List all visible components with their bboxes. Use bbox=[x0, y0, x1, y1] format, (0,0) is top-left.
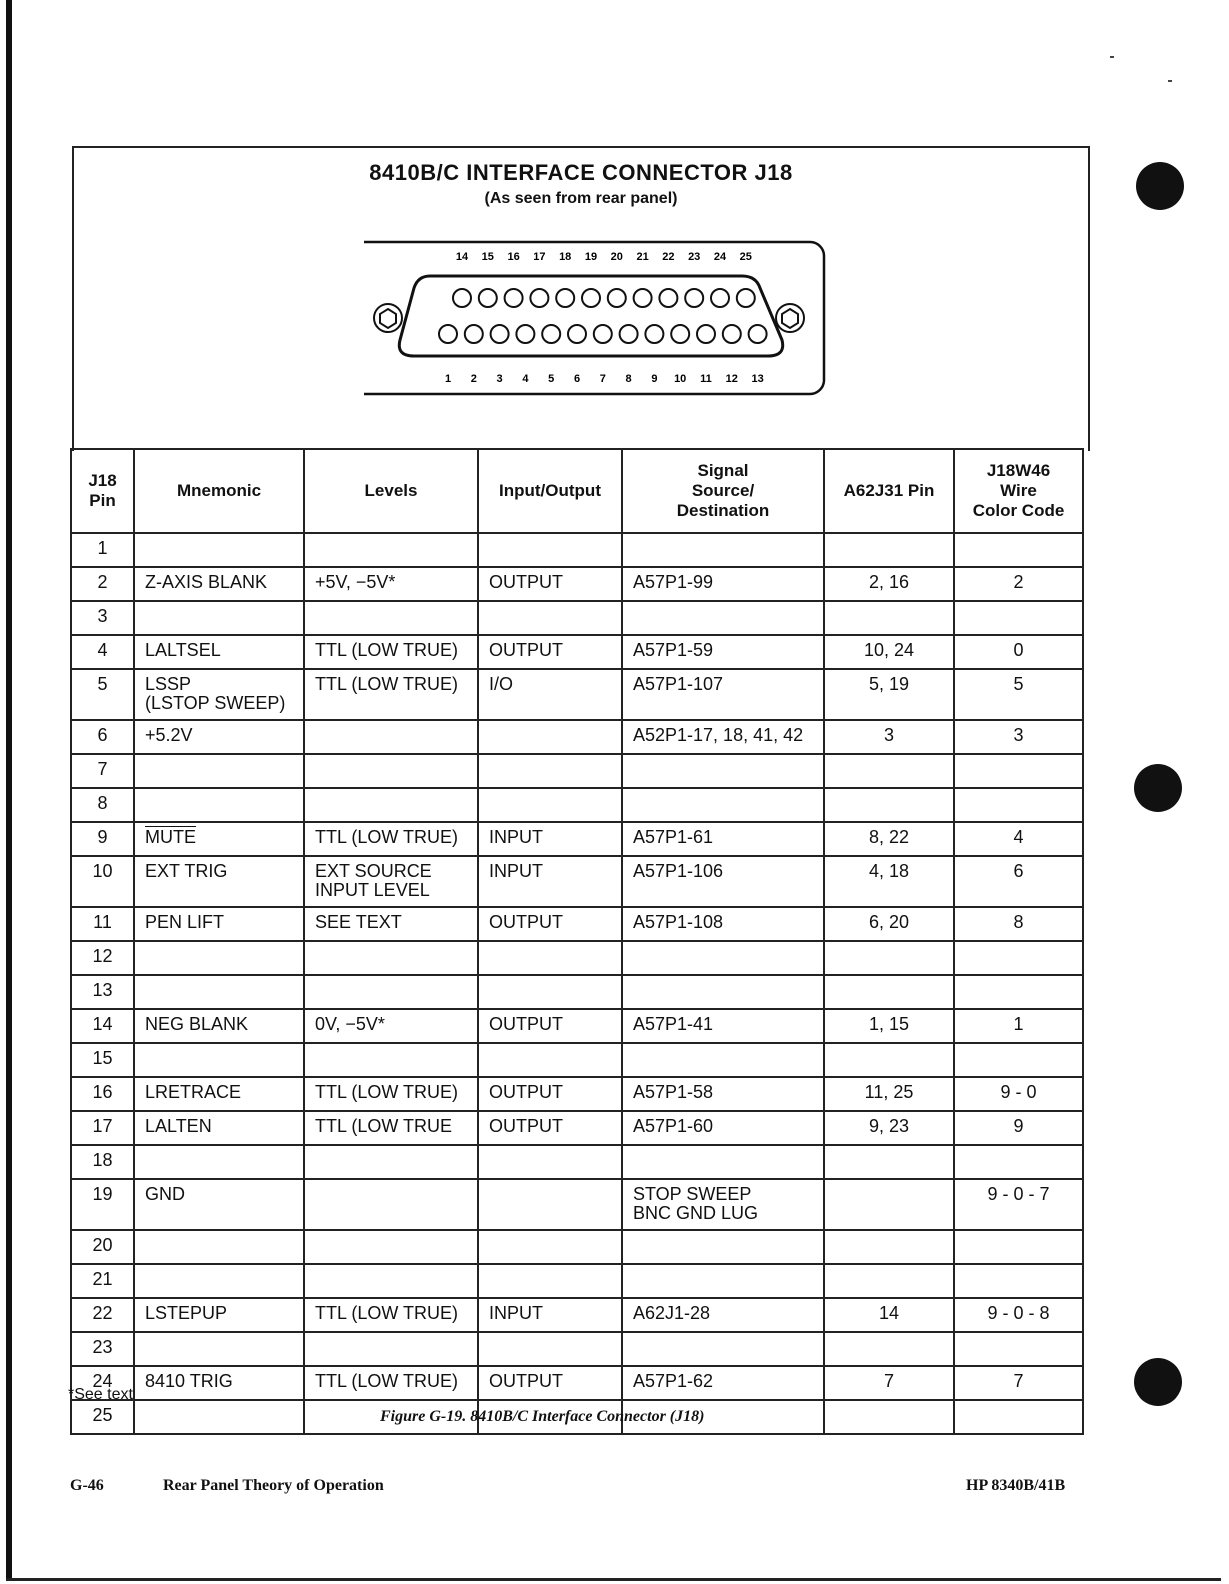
a62j31-pin-cell: 10, 24 bbox=[824, 635, 954, 669]
table-row bbox=[71, 1043, 1083, 1077]
signal-cell bbox=[622, 533, 824, 567]
a62j31-pin-cell: 5, 19 bbox=[824, 669, 954, 720]
levels-cell bbox=[304, 1264, 478, 1298]
a62j31-pin-cell: 4, 18 bbox=[824, 856, 954, 907]
pin-number-label: 14 bbox=[455, 251, 469, 263]
pin-socket bbox=[530, 289, 548, 307]
pin-socket bbox=[711, 289, 729, 307]
table-row bbox=[71, 907, 1083, 941]
mnemonic-cell: NEG BLANK bbox=[134, 1009, 304, 1043]
table-row bbox=[71, 754, 1083, 788]
a62j31-pin-cell bbox=[824, 788, 954, 822]
signal-cell bbox=[622, 1264, 824, 1298]
signal-cell bbox=[622, 754, 824, 788]
levels-cell bbox=[304, 1179, 478, 1230]
wire-color-cell: 9 - 0 - 8 bbox=[954, 1298, 1083, 1332]
signal-cell bbox=[622, 1043, 824, 1077]
mnemonic-cell bbox=[134, 754, 304, 788]
io-cell: OUTPUT bbox=[478, 1009, 622, 1043]
a62j31-pin-cell bbox=[824, 1043, 954, 1077]
a62j31-pin-cell: 7 bbox=[824, 1366, 954, 1400]
pin-socket bbox=[671, 325, 689, 343]
pin-number-label: 4 bbox=[522, 373, 529, 385]
levels-cell: TTL (LOW TRUE) bbox=[304, 635, 478, 669]
wire-color-cell bbox=[954, 1400, 1083, 1434]
a62j31-pin-cell bbox=[824, 754, 954, 788]
pin-number-label: 18 bbox=[559, 251, 572, 263]
binder-hole-bottom bbox=[1134, 1358, 1182, 1406]
signal-cell bbox=[622, 1230, 824, 1264]
signal-cell bbox=[622, 975, 824, 1009]
io-cell bbox=[478, 601, 622, 635]
pin-cell: 7 bbox=[71, 754, 134, 788]
io-cell: OUTPUT bbox=[478, 1366, 622, 1400]
header-wire-color-code: J18W46 Wire Color Code bbox=[954, 449, 1083, 533]
io-cell: OUTPUT bbox=[478, 907, 622, 941]
pin-number-label: 17 bbox=[533, 251, 546, 263]
levels-cell bbox=[304, 1332, 478, 1366]
pin-cell: 6 bbox=[71, 720, 134, 754]
table-row bbox=[71, 1145, 1083, 1179]
wire-color-cell bbox=[954, 1043, 1083, 1077]
footer-page-number: G-46 bbox=[70, 1477, 104, 1494]
mnemonic-cell: LALTSEL bbox=[134, 635, 304, 669]
a62j31-pin-cell bbox=[824, 601, 954, 635]
levels-cell: +5V, −5V* bbox=[304, 567, 478, 601]
io-cell: OUTPUT bbox=[478, 567, 622, 601]
table-row bbox=[71, 533, 1083, 567]
io-cell bbox=[478, 754, 622, 788]
levels-cell bbox=[304, 788, 478, 822]
scan-speck bbox=[1110, 56, 1114, 58]
header-levels: Levels bbox=[304, 449, 478, 533]
signal-cell: STOP SWEEP BNC GND LUG bbox=[622, 1179, 824, 1230]
wire-color-cell: 2 bbox=[954, 567, 1083, 601]
wire-color-cell bbox=[954, 533, 1083, 567]
a62j31-pin-cell: 1, 15 bbox=[824, 1009, 954, 1043]
pin-number-label: 22 bbox=[662, 251, 675, 263]
pin-number-label: 11 bbox=[700, 373, 712, 385]
wire-color-cell: 7 bbox=[954, 1366, 1083, 1400]
pin-cell: 21 bbox=[71, 1264, 134, 1298]
wire-color-cell bbox=[954, 1332, 1083, 1366]
binder-hole-middle bbox=[1134, 764, 1182, 812]
signal-cell: A57P1-41 bbox=[622, 1009, 824, 1043]
signal-cell bbox=[622, 788, 824, 822]
wire-color-cell: 4 bbox=[954, 822, 1083, 856]
a62j31-pin-cell bbox=[824, 975, 954, 1009]
mnemonic-cell bbox=[134, 1043, 304, 1077]
header-signal-source-destination: Signal Source/ Destination bbox=[622, 449, 824, 533]
levels-cell bbox=[304, 1230, 478, 1264]
levels-cell: TTL (LOW TRUE bbox=[304, 1111, 478, 1145]
table-row bbox=[71, 1179, 1083, 1230]
pin-number-label: 16 bbox=[507, 251, 520, 263]
a62j31-pin-cell bbox=[824, 1332, 954, 1366]
pin-number-label: 23 bbox=[688, 251, 701, 263]
pin-number-label: 25 bbox=[739, 251, 752, 263]
table-row bbox=[71, 1077, 1083, 1111]
io-cell: INPUT bbox=[478, 1298, 622, 1332]
header-j18-pin: J18 Pin bbox=[71, 449, 134, 533]
io-cell bbox=[478, 1230, 622, 1264]
table-row bbox=[71, 1366, 1083, 1400]
pin-number-label: 9 bbox=[651, 373, 658, 385]
table-row bbox=[71, 1264, 1083, 1298]
mnemonic-cell: EXT TRIG bbox=[134, 856, 304, 907]
pin-number-label: 12 bbox=[725, 373, 738, 385]
levels-cell bbox=[304, 1145, 478, 1179]
mnemonic-cell bbox=[134, 601, 304, 635]
footer-section-title: Rear Panel Theory of Operation bbox=[163, 1477, 384, 1494]
wire-color-cell: 9 - 0 - 7 bbox=[954, 1179, 1083, 1230]
pin-socket bbox=[634, 289, 652, 307]
mnemonic-cell bbox=[134, 941, 304, 975]
connector-panel bbox=[72, 146, 1090, 451]
pin-socket bbox=[749, 325, 767, 343]
signal-cell: A62J1-28 bbox=[622, 1298, 824, 1332]
pin-number-label: 7 bbox=[599, 373, 606, 385]
a62j31-pin-cell: 9, 23 bbox=[824, 1111, 954, 1145]
a62j31-pin-cell: 14 bbox=[824, 1298, 954, 1332]
a62j31-pin-cell bbox=[824, 1264, 954, 1298]
wire-color-cell: 3 bbox=[954, 720, 1083, 754]
table-row bbox=[71, 720, 1083, 754]
mnemonic-cell: LALTEN bbox=[134, 1111, 304, 1145]
a62j31-pin-cell: 6, 20 bbox=[824, 907, 954, 941]
pin-cell: 15 bbox=[71, 1043, 134, 1077]
wire-color-cell bbox=[954, 941, 1083, 975]
pin-cell: 10 bbox=[71, 856, 134, 907]
io-cell bbox=[478, 975, 622, 1009]
pin-socket bbox=[491, 325, 509, 343]
table-row bbox=[71, 567, 1083, 601]
signal-cell: A57P1-61 bbox=[622, 822, 824, 856]
page-bottom-rule bbox=[6, 1578, 1221, 1581]
pin-socket bbox=[608, 289, 626, 307]
io-cell bbox=[478, 533, 622, 567]
figure-caption: Figure G-19. 8410B/C Interface Connector (J18) bbox=[380, 1408, 705, 1425]
pin-number-label: 24 bbox=[713, 251, 727, 263]
pin-cell: 11 bbox=[71, 907, 134, 941]
mnemonic-cell bbox=[134, 1332, 304, 1366]
pin-socket bbox=[453, 289, 471, 307]
levels-cell: EXT SOURCE INPUT LEVEL bbox=[304, 856, 478, 907]
pin-assignment-table bbox=[70, 448, 1084, 1435]
pin-cell: 9 bbox=[71, 822, 134, 856]
a62j31-pin-cell: 3 bbox=[824, 720, 954, 754]
pin-socket bbox=[737, 289, 755, 307]
pin-number-label: 15 bbox=[481, 251, 494, 263]
pin-socket bbox=[723, 325, 741, 343]
wire-color-cell: 8 bbox=[954, 907, 1083, 941]
pin-number-label: 6 bbox=[573, 373, 581, 385]
signal-cell: A57P1-58 bbox=[622, 1077, 824, 1111]
mnemonic-cell: PEN LIFT bbox=[134, 907, 304, 941]
signal-cell bbox=[622, 601, 824, 635]
mounting-screw-right-icon bbox=[776, 304, 804, 332]
wire-color-cell: 9 bbox=[954, 1111, 1083, 1145]
connector-title: 8410B/C INTERFACE CONNECTOR J18 bbox=[369, 160, 793, 185]
levels-cell bbox=[304, 601, 478, 635]
wire-color-cell: 5 bbox=[954, 669, 1083, 720]
pin-cell: 19 bbox=[71, 1179, 134, 1230]
pin-socket bbox=[439, 325, 457, 343]
pin-cell: 18 bbox=[71, 1145, 134, 1179]
pin-cell: 13 bbox=[71, 975, 134, 1009]
mnemonic-cell: LSSP (LSTOP SWEEP) bbox=[134, 669, 304, 720]
io-cell: INPUT bbox=[478, 856, 622, 907]
signal-cell: A52P1-17, 18, 41, 42 bbox=[622, 720, 824, 754]
levels-cell bbox=[304, 975, 478, 1009]
mnemonic-cell bbox=[134, 975, 304, 1009]
header-a62j31-pin: A62J31 Pin bbox=[824, 449, 954, 533]
levels-cell: SEE TEXT bbox=[304, 907, 478, 941]
pin-number-label: 19 bbox=[584, 251, 598, 263]
pin-cell: 14 bbox=[71, 1009, 134, 1043]
levels-cell bbox=[304, 754, 478, 788]
signal-cell bbox=[622, 1332, 824, 1366]
io-cell: OUTPUT bbox=[478, 1111, 622, 1145]
a62j31-pin-cell bbox=[824, 1145, 954, 1179]
signal-cell: A57P1-60 bbox=[622, 1111, 824, 1145]
pin-number-label: 20 bbox=[610, 251, 623, 263]
levels-cell bbox=[304, 1043, 478, 1077]
levels-cell: 0V, −5V* bbox=[304, 1009, 478, 1043]
db25-connector-diagram bbox=[364, 236, 844, 396]
a62j31-pin-cell bbox=[824, 1230, 954, 1264]
table-header-row bbox=[71, 449, 1083, 533]
mnemonic-cell: LRETRACE bbox=[134, 1077, 304, 1111]
wire-color-cell: 9 - 0 bbox=[954, 1077, 1083, 1111]
wire-color-cell: 0 bbox=[954, 635, 1083, 669]
pin-number-label: 5 bbox=[548, 373, 555, 385]
pin-cell: 20 bbox=[71, 1230, 134, 1264]
mnemonic-cell bbox=[134, 1230, 304, 1264]
levels-cell: TTL (LOW TRUE) bbox=[304, 1298, 478, 1332]
header-mnemonic: Mnemonic bbox=[134, 449, 304, 533]
pin-socket bbox=[542, 325, 560, 343]
mnemonic-cell: GND bbox=[134, 1179, 304, 1230]
footnote: *See text bbox=[68, 1386, 133, 1403]
footer-model: HP 8340B/41B bbox=[966, 1477, 1066, 1494]
io-cell bbox=[478, 1145, 622, 1179]
wire-color-cell bbox=[954, 1264, 1083, 1298]
io-cell bbox=[478, 1264, 622, 1298]
signal-cell bbox=[622, 941, 824, 975]
pin-cell: 5 bbox=[71, 669, 134, 720]
pin-cell: 3 bbox=[71, 601, 134, 635]
pin-cell: 25 bbox=[71, 1400, 134, 1434]
io-cell bbox=[478, 788, 622, 822]
pin-number-label: 3 bbox=[496, 373, 503, 385]
a62j31-pin-cell bbox=[824, 533, 954, 567]
pin-cell: 8 bbox=[71, 788, 134, 822]
a62j31-pin-cell: 2, 16 bbox=[824, 567, 954, 601]
pin-socket bbox=[556, 289, 574, 307]
table-row bbox=[71, 1009, 1083, 1043]
table-row bbox=[71, 669, 1083, 720]
wire-color-cell bbox=[954, 788, 1083, 822]
pin-socket bbox=[697, 325, 715, 343]
pin-cell: 12 bbox=[71, 941, 134, 975]
mnemonic-cell bbox=[134, 788, 304, 822]
pin-socket bbox=[516, 325, 534, 343]
pin-socket bbox=[582, 289, 600, 307]
pin-number-label: 2 bbox=[470, 373, 477, 385]
a62j31-pin-cell bbox=[824, 1179, 954, 1230]
pin-cell: 16 bbox=[71, 1077, 134, 1111]
signal-cell: A57P1-108 bbox=[622, 907, 824, 941]
wire-color-cell bbox=[954, 754, 1083, 788]
io-cell bbox=[478, 720, 622, 754]
pin-socket bbox=[505, 289, 523, 307]
header-input-output: Input/Output bbox=[478, 449, 622, 533]
pin-socket bbox=[645, 325, 663, 343]
pin-socket bbox=[594, 325, 612, 343]
table-row bbox=[71, 822, 1083, 856]
table-row bbox=[71, 635, 1083, 669]
mnemonic-cell bbox=[134, 533, 304, 567]
wire-color-cell: 6 bbox=[954, 856, 1083, 907]
pin-socket bbox=[620, 325, 638, 343]
mnemonic-cell bbox=[134, 1400, 304, 1434]
io-cell: I/O bbox=[478, 669, 622, 720]
mnemonic-cell bbox=[134, 1145, 304, 1179]
pin-cell: 23 bbox=[71, 1332, 134, 1366]
mnemonic-cell: 8410 TRIG bbox=[134, 1366, 304, 1400]
pin-number-label: 13 bbox=[751, 373, 764, 385]
pin-cell: 2 bbox=[71, 567, 134, 601]
wire-color-cell: 1 bbox=[954, 1009, 1083, 1043]
io-cell: OUTPUT bbox=[478, 635, 622, 669]
pin-socket bbox=[465, 325, 483, 343]
levels-cell bbox=[304, 533, 478, 567]
table-row bbox=[71, 975, 1083, 1009]
signal-cell bbox=[622, 1145, 824, 1179]
pin-socket bbox=[479, 289, 497, 307]
connector-shell bbox=[364, 242, 824, 394]
signal-cell: A57P1-62 bbox=[622, 1366, 824, 1400]
levels-cell: TTL (LOW TRUE) bbox=[304, 1366, 478, 1400]
mnemonic-cell: +5.2V bbox=[134, 720, 304, 754]
page-edge-rule bbox=[6, 0, 12, 1580]
mnemonic-cell: LSTEPUP bbox=[134, 1298, 304, 1332]
pin-cell: 22 bbox=[71, 1298, 134, 1332]
a62j31-pin-cell bbox=[824, 1400, 954, 1434]
signal-cell: A57P1-107 bbox=[622, 669, 824, 720]
io-cell: INPUT bbox=[478, 822, 622, 856]
io-cell: OUTPUT bbox=[478, 1077, 622, 1111]
wire-color-cell bbox=[954, 1230, 1083, 1264]
pin-number-label: 8 bbox=[625, 373, 632, 385]
io-cell bbox=[478, 1179, 622, 1230]
wire-color-cell bbox=[954, 1145, 1083, 1179]
io-cell bbox=[478, 1043, 622, 1077]
io-cell bbox=[478, 941, 622, 975]
mounting-screw-left-icon bbox=[374, 304, 402, 332]
signal-cell: A57P1-99 bbox=[622, 567, 824, 601]
pin-socket bbox=[568, 325, 586, 343]
levels-cell bbox=[304, 720, 478, 754]
a62j31-pin-cell: 11, 25 bbox=[824, 1077, 954, 1111]
levels-cell: TTL (LOW TRUE) bbox=[304, 1077, 478, 1111]
mnemonic-cell bbox=[134, 1264, 304, 1298]
pin-socket bbox=[685, 289, 703, 307]
wire-color-cell bbox=[954, 975, 1083, 1009]
binder-hole-top bbox=[1136, 162, 1184, 210]
pin-number-label: 1 bbox=[444, 373, 452, 385]
a62j31-pin-cell bbox=[824, 941, 954, 975]
levels-cell: TTL (LOW TRUE) bbox=[304, 822, 478, 856]
pin-cell: 17 bbox=[71, 1111, 134, 1145]
io-cell bbox=[478, 1332, 622, 1366]
pin-number-label: 10 bbox=[674, 373, 687, 385]
levels-cell bbox=[304, 941, 478, 975]
table-row bbox=[71, 1111, 1083, 1145]
table-row bbox=[71, 1332, 1083, 1366]
pin-cell: 4 bbox=[71, 635, 134, 669]
scan-speck bbox=[1168, 80, 1172, 82]
wire-color-cell bbox=[954, 601, 1083, 635]
pin-cell: 24 bbox=[71, 1366, 134, 1400]
mnemonic-cell: Z-AXIS BLANK bbox=[134, 567, 304, 601]
mnemonic-cell: MUTE bbox=[134, 822, 304, 856]
pin-cell: 1 bbox=[71, 533, 134, 567]
pin-number-label: 21 bbox=[636, 251, 649, 263]
table-row bbox=[71, 1230, 1083, 1264]
table-row bbox=[71, 941, 1083, 975]
a62j31-pin-cell: 8, 22 bbox=[824, 822, 954, 856]
levels-cell: TTL (LOW TRUE) bbox=[304, 669, 478, 720]
table-row bbox=[71, 856, 1083, 907]
table-row bbox=[71, 788, 1083, 822]
connector-subtitle: (As seen from rear panel) bbox=[484, 190, 678, 207]
signal-cell: A57P1-59 bbox=[622, 635, 824, 669]
table-row bbox=[71, 601, 1083, 635]
pin-socket bbox=[659, 289, 677, 307]
signal-cell: A57P1-106 bbox=[622, 856, 824, 907]
table-row bbox=[71, 1298, 1083, 1332]
